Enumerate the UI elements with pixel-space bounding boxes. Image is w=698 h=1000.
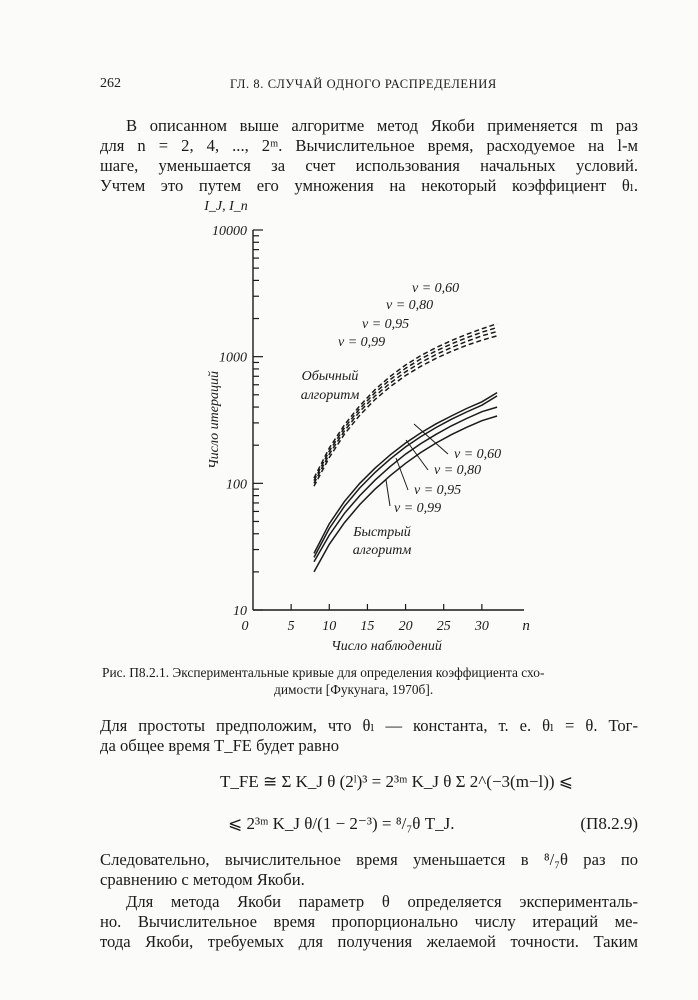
x-tick-label: 25 xyxy=(436,619,451,634)
text-line: но. Вычислительное время пропорционально числу итераций ме- xyxy=(100,912,638,931)
equation-line-1 xyxy=(100,764,638,800)
page-header xyxy=(100,76,638,96)
y-tick-label: 10000 xyxy=(212,224,247,239)
x-tick-label: 15 xyxy=(360,619,375,634)
caption-line-1: Рис. П8.2.1. Экспериментальные кривые для определения коэффициента схо- xyxy=(102,665,545,680)
caption-line-2: димости [Фукунага, 1970б]. xyxy=(274,682,434,697)
annotation-fast-line-2: алгоритм xyxy=(352,543,412,558)
paragraph-1 xyxy=(100,116,638,196)
equation-expression: ⩽ 2³ᵐ K_J θ/(1 − 2⁻³) = ⁸/₇θ T_J. xyxy=(228,814,455,833)
paragraph-2 xyxy=(100,716,638,756)
annotation-fast-line-1: Быстрый xyxy=(353,525,411,540)
x-tick-label: 30 xyxy=(474,619,489,634)
page-number: 262 xyxy=(100,76,121,91)
chart-svg xyxy=(190,196,530,656)
paragraph-3 xyxy=(100,850,638,890)
text-line: В описанном выше алгоритме метод Якоби применяется m раз xyxy=(126,116,638,135)
y-tick-label: 10 xyxy=(233,604,247,619)
annotation-standard-line-2: алгоритм xyxy=(300,388,360,403)
annotation-standard-line-1: Обычный xyxy=(301,369,359,384)
text-line: тода Якоби, требуемых для получения желаемой точности. Таким xyxy=(100,932,638,951)
equation-expression: T_FE ≅ Σ K_J θ (2ˡ)³ = 2³ᵐ K_J θ Σ 2^(−3(m−l)) ⩽ xyxy=(220,772,574,791)
x-axis-end-label: n xyxy=(522,618,530,634)
series-label: ν = 0,95 xyxy=(414,483,462,498)
x-tick-label: 10 xyxy=(322,619,337,634)
text-line: Для простоты предположим, что θₗ — константа, т. е. θₗ = θ. Тог- xyxy=(100,716,638,735)
running-title: ГЛ. 8. СЛУЧАЙ ОДНОГО РАСПРЕДЕЛЕНИЯ xyxy=(230,77,497,91)
x-tick-label: 5 xyxy=(287,619,295,634)
series-label: ν = 0,99 xyxy=(338,335,386,350)
x-tick-label: 0 xyxy=(241,619,249,634)
series-pointer xyxy=(386,480,390,506)
x-tick-label: 20 xyxy=(398,619,413,634)
series-label: ν = 0,60 xyxy=(454,447,502,462)
paragraph-4 xyxy=(100,892,638,952)
text-line: для n = 2, 4, ..., 2ᵐ. Вычислительное время, расходуемое на l-м xyxy=(100,136,638,155)
equation-number: (П8.2.9) xyxy=(580,814,638,833)
x-axis-label: Число наблюдений xyxy=(331,639,442,654)
y-axis-side-label: Число итераций xyxy=(207,371,222,469)
text-line: Учтем это путем его умножения на некоторый коэффициент θₗ. xyxy=(100,176,638,195)
series-pointer xyxy=(406,440,428,470)
series-label: ν = 0,95 xyxy=(362,317,410,332)
equation-line-2 xyxy=(100,810,638,846)
text-line: Следовательно, вычислительное время уменьшается в ⁸/₇θ раз по xyxy=(100,850,638,869)
series-label: ν = 0,80 xyxy=(386,298,434,313)
series-label: ν = 0,60 xyxy=(412,281,460,296)
text-line: Для метода Якоби параметр θ определяется эксперименталь- xyxy=(126,892,638,911)
y-axis-top-label: I_J, I_n xyxy=(204,199,248,214)
text-line: сравнению с методом Якоби. xyxy=(100,870,305,889)
figure-caption xyxy=(102,664,638,698)
figure-convergence-chart xyxy=(190,196,530,661)
y-tick-label: 100 xyxy=(226,477,247,493)
series-label: ν = 0,80 xyxy=(434,463,482,478)
text-line: да общее время T_FE будет равно xyxy=(100,736,340,755)
series-label: ν = 0,99 xyxy=(394,501,442,516)
text-line: шаге, уменьшается за счет использования начальных условий. xyxy=(100,156,638,175)
y-tick-label: 1000 xyxy=(219,350,247,366)
